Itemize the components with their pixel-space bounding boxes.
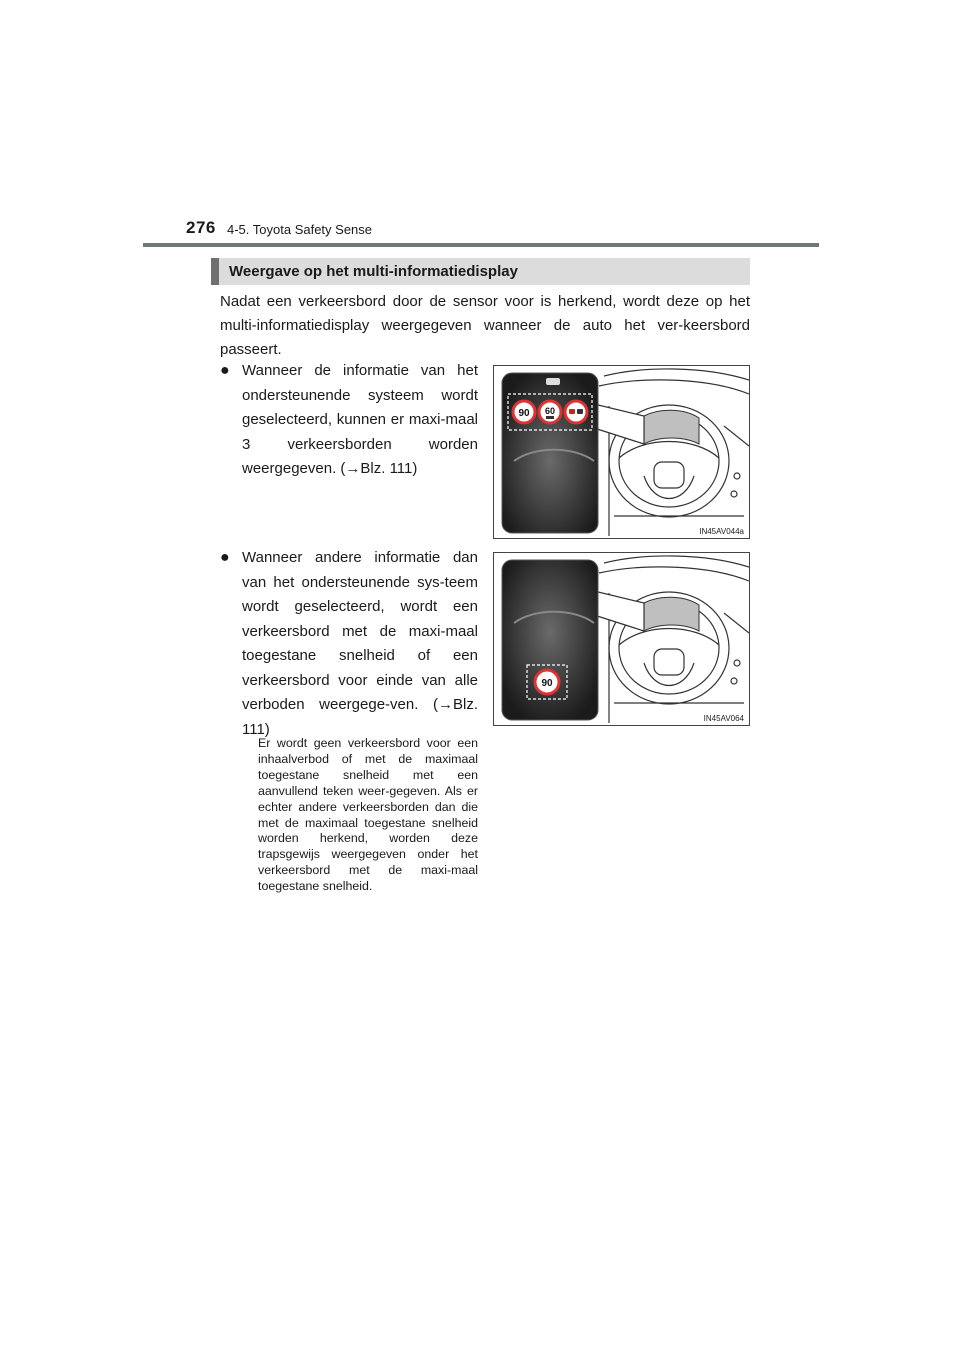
- intro-paragraph: Nadat een verkeersbord door de sensor voor is herkend, wordt deze op het multi-informatiedisplay weergegeven wanneer de auto het ver-keersbord passeert.: [220, 293, 750, 358]
- page-number: 276: [186, 218, 216, 237]
- figure-dashboard-three-signs: [493, 365, 750, 539]
- chapter-title: 4-5. Toyota Safety Sense: [227, 222, 373, 237]
- bullet-text: Wanneer andere informatie dan van het ondersteunende sys-teem wordt geselecteerd, wordt een verkeersbord met de maxi-maal toegestane snelheid of een verkeersbord voor einde van alle verboden weergege-ven. (→Blz. 111): [242, 549, 478, 738]
- header-divider: [143, 243, 819, 247]
- figure-dashboard-single-sign: [493, 552, 750, 726]
- speed-limit-sign-icon: [513, 401, 535, 423]
- bullet-icon: ●: [220, 549, 230, 566]
- note-text: Er wordt geen verkeersbord voor een inhaalverbod of met de maximaal toegestane snelheid met een aanvullend teken weer-gegeven. Als er echter andere verkeersborden dan die met de maximaal toegestane snelheid worden herkend, worden deze trapsgewijs weergegeven onder het verkeersbord met de maxi-maal toegestane snelheid.: [258, 736, 478, 894]
- speed-limit-sign-icon: [535, 670, 559, 694]
- section-heading-text: Weergave op het multi-informatiedisplay: [229, 263, 518, 280]
- sign-value: 60: [544, 406, 556, 416]
- bullet-item: [220, 359, 478, 482]
- section-heading: [211, 258, 750, 285]
- no-overtaking-sign-icon: [565, 401, 587, 423]
- speed-limit-sign-icon: [539, 401, 561, 423]
- figure-label: IN45AV044a: [699, 527, 744, 536]
- bullet-item: [220, 546, 478, 742]
- dashboard-illustration: [494, 366, 749, 538]
- bullet-icon: ●: [220, 362, 230, 379]
- sign-value: 90: [541, 678, 553, 689]
- sign-value: 90: [518, 408, 530, 419]
- dashboard-illustration: [494, 553, 749, 725]
- figure-label: IN45AV064: [703, 714, 744, 723]
- bullet-text: Wanneer de informatie van het ondersteunende systeem wordt geselecteerd, kunnen er maxi-maal 3 verkeersborden worden weergegeven. (→Blz. 111): [242, 362, 478, 477]
